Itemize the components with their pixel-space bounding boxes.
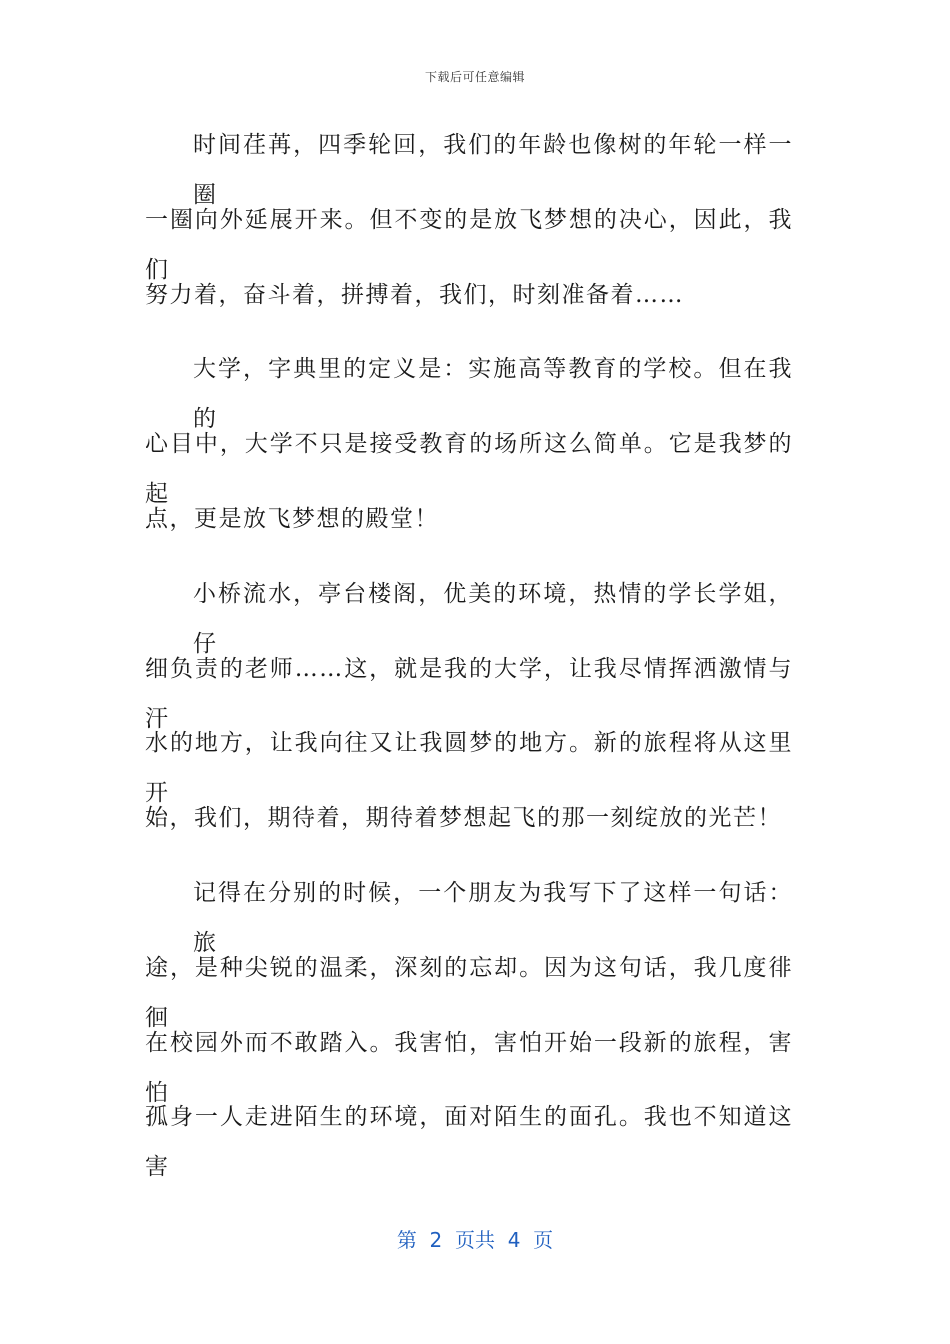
text-line: 记得在分别的时候，一个朋友为我写下了这样一句话：旅 (193, 879, 793, 956)
text-line: 水的地方，让我向往又让我圆梦的地方。新的旅程将从这里开 (145, 730, 793, 807)
text-line: 在校园外而不敢踏入。我害怕，害怕开始一段新的旅程，害怕 (145, 1029, 793, 1106)
text-line: 时间荏苒，四季轮回，我们的年龄也像树的年轮一样一圈 (193, 132, 793, 208)
page-number: 第 2 页共 4 页 (396, 1228, 554, 1252)
text-line: 点，更是放飞梦想的殿堂！ (145, 505, 439, 532)
text-line: 途，是种尖锐的温柔，深刻的忘却。因为这句话，我几度徘徊 (145, 954, 793, 1031)
text-line: 努力着，奋斗着，拼搏着，我们，时刻准备着…… (145, 281, 684, 308)
text-line: 细负责的老师……这，就是我的大学，让我尽情挥洒激情与汗 (145, 655, 793, 732)
document-body (145, 120, 793, 1181)
header-note: 下载后可任意编辑 (424, 70, 525, 84)
text-line: 一圈向外延展开来。但不变的是放飞梦想的决心，因此，我们 (145, 206, 793, 283)
text-line: 大学，字典里的定义是：实施高等教育的学校。但在我的 (193, 356, 793, 433)
text-line: 心目中，大学不只是接受教育的场所这么简单。它是我梦的起 (145, 431, 793, 508)
text-line: 孤身一人走进陌生的环境，面对陌生的面孔。我也不知道这害 (145, 1104, 793, 1181)
text-line: 小桥流水，亭台楼阁，优美的环境，热情的学长学姐，仔 (193, 580, 793, 657)
text-line: 始，我们，期待着，期待着梦想起飞的那一刻绽放的光芒！ (145, 805, 782, 832)
